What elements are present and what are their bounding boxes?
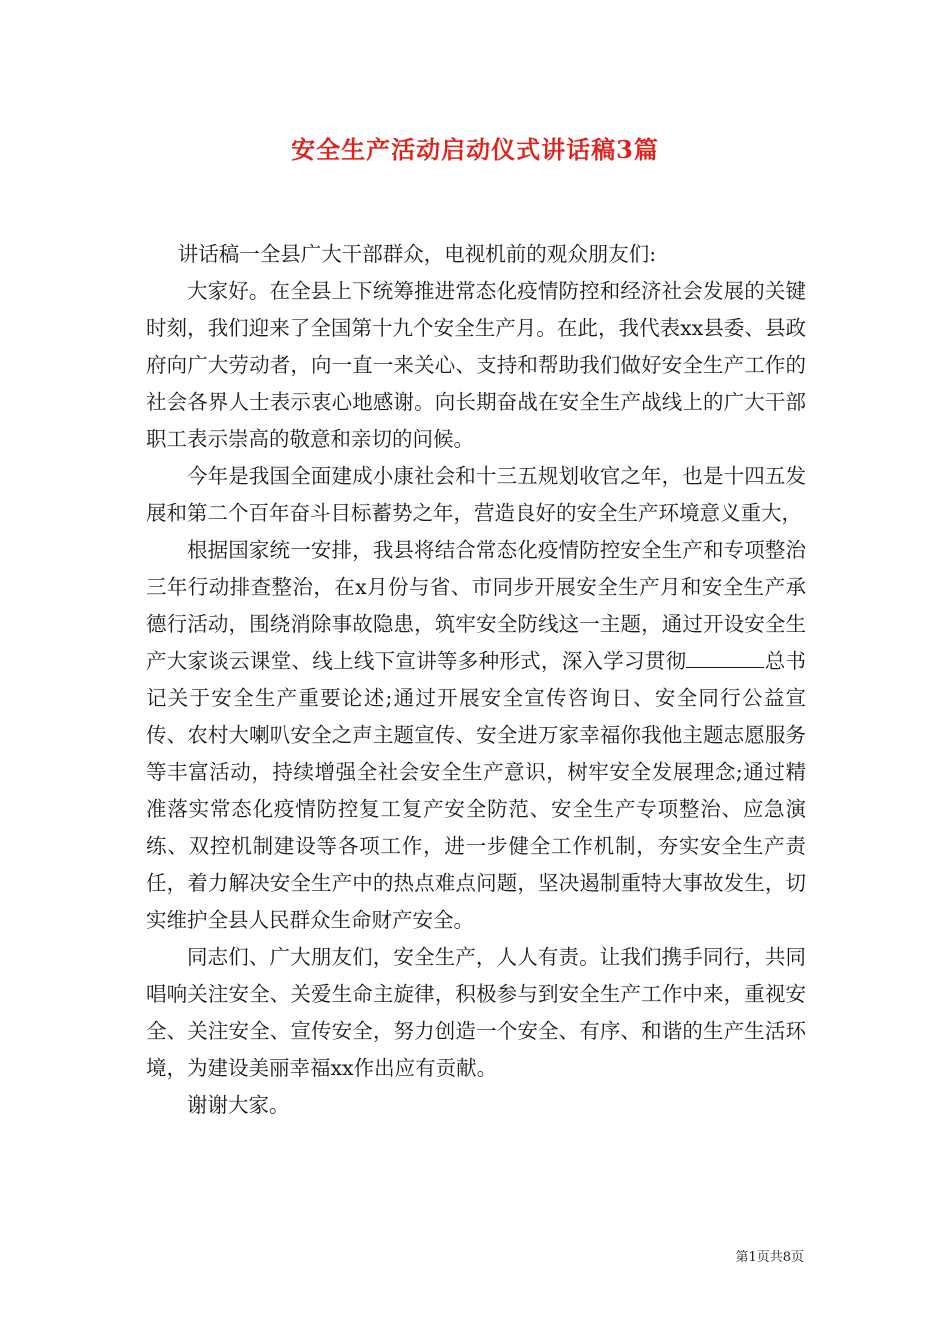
blank-underline [686, 647, 764, 668]
paragraph-activities-part2: 总书记关于安全生产重要论述;通过开展安全宣传咨询日、安全同行公益宣传、农村大喇叭安全之声主题宣传、安全进万家幸福你我他主题志愿服务等丰富活动，持续增强全社会安全生产意识，树牢安全发展理念;通过精准落实常态化疫情防控复工复产安全防范、安全生产专项整治、应急演练、双控机制建设等各项工作，进一步健全工作机制，夯实安全生产责任，着力解决安全生产中的热点难点问题，坚决遏制重特大事故发生，切实维护全县人民群众生命财产安全。 [146, 649, 807, 932]
document-body [146, 236, 806, 1124]
paragraph-opening: 大家好。在全县上下统筹推进常态化疫情防控和经济社会发展的关键时刻，我们迎来了全国第十九个安全生产月。在此，我代表xx县委、县政府向广大劳动者，向一直一来关心、支持和帮助我们做好安全生产工作的社会各界人士表示衷心地感谢。向长期奋战在安全生产战线上的广大干部职工表示崇高的敬意和亲切的问候。 [146, 279, 806, 451]
paragraph-year-context: 今年是我国全面建成小康社会和十三五规划收官之年，也是十四五发展和第二个百年奋斗目标蓄势之年，营造良好的安全生产环境意义重大， [146, 464, 806, 525]
paragraph-activities [146, 532, 806, 939]
paragraph-activities-part1: 根据国家统一安排，我县将结合常态化疫情防控安全生产和专项整治三年行动排查整治，在x月份与省、市同步开展安全生产月和安全生产承德行活动，围绕消除事故隐患，筑牢安全防线这一主题，通过开设安全生产大家谈云课堂、线上线下宣讲等多种形式，深入学习贯彻 [146, 538, 806, 673]
paragraph-call-to-action: 同志们、广大朋友们，安全生产，人人有责。让我们携手同行，共同唱响关注安全、关爱生命主旋律，积极参与到安全生产工作中来，重视安全、关注安全、宣传安全，努力创造一个安全、有序、和谐的生产生活环境，为建设美丽幸福xx作出应有贡献。 [146, 945, 806, 1080]
paragraph-closing: 谢谢大家。 [187, 1093, 290, 1117]
paragraph-greeting: 讲话稿一全县广大干部群众，电视机前的观众朋友们: [177, 242, 657, 266]
page-number: 第1页共8页 [735, 1250, 804, 1265]
document-title: 安全生产活动启动仪式讲话稿3篇 [291, 135, 659, 164]
